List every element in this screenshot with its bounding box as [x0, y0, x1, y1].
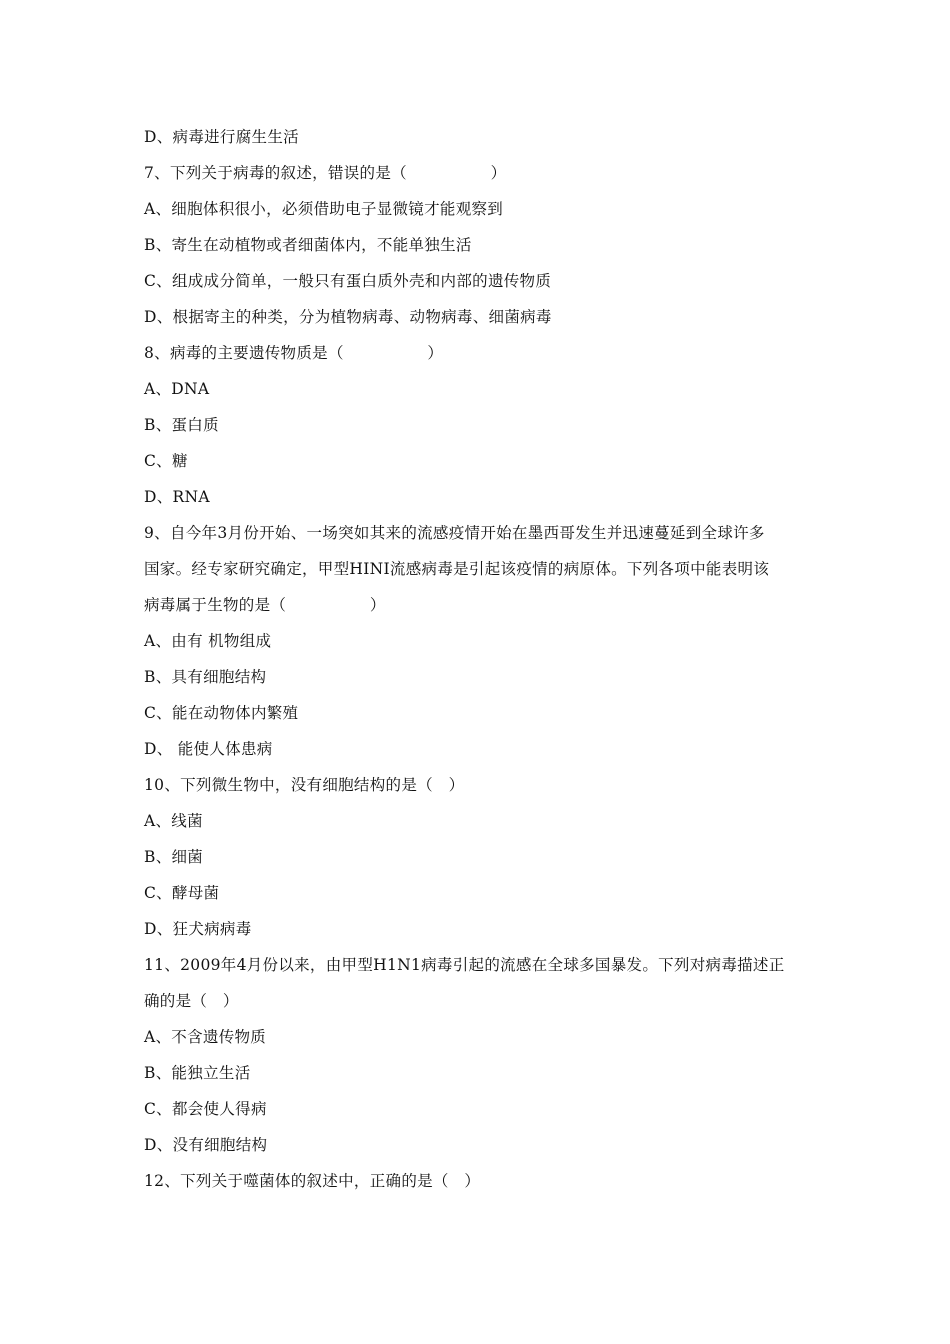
option-8c: C、糖 [144, 452, 188, 470]
question-8: 8、病毒的主要遗传物质是（ ） [144, 344, 444, 362]
option-10a: A、线菌 [144, 812, 203, 830]
question-9-line-3: 病毒属于生物的是（ ） [144, 596, 386, 614]
option-9b: B、具有细胞结构 [144, 668, 267, 686]
option-9a: A、由有 机物组成 [144, 632, 272, 650]
option-11a: A、不含遗传物质 [144, 1028, 267, 1046]
question-9-line-1: 9、自今年3月份开始、一场突如其来的流感疫情开始在墨西哥发生并迅速蔓延到全球许多 [144, 524, 765, 542]
question-12: 12、下列关于噬菌体的叙述中，正确的是（ ） [144, 1172, 481, 1190]
option-7c: C、组成成分简单，一般只有蛋白质外壳和内部的遗传物质 [144, 272, 552, 290]
question-11-line-1: 11、2009年4月份以来，由甲型H1N1病毒引起的流感在全球多国暴发。下列对病毒描述正 [144, 956, 785, 974]
question-9-line-2: 国家。经专家研究确定，甲型HINI流感病毒是引起该疫情的病原体。下列各项中能表明该 [144, 560, 770, 578]
option-9d: D、 能使人体患病 [144, 740, 273, 758]
option-6d: D、病毒进行腐生生活 [144, 128, 299, 146]
option-7a: A、细胞体积很小，必须借助电子显微镜才能观察到 [144, 200, 504, 218]
option-7d: D、根据寄主的种类，分为植物病毒、动物病毒、细菌病毒 [144, 308, 552, 326]
option-10c: C、酵母菌 [144, 884, 220, 902]
option-9c: C、能在动物体内繁殖 [144, 704, 299, 722]
option-10d: D、狂犬病病毒 [144, 920, 252, 938]
question-7: 7、下列关于病毒的叙述，错误的是（ ） [144, 164, 507, 182]
question-11-line-2: 确的是（ ） [144, 992, 239, 1010]
option-11d: D、没有细胞结构 [144, 1136, 268, 1154]
option-8a: A、DNA [144, 380, 210, 398]
option-11b: B、能独立生活 [144, 1064, 251, 1082]
question-10: 10、下列微生物中，没有细胞结构的是（ ） [144, 776, 465, 794]
option-11c: C、都会使人得病 [144, 1100, 267, 1118]
document-page [144, 124, 824, 1204]
option-8d: D、RNA [144, 488, 210, 506]
option-7b: B、寄生在动植物或者细菌体内，不能单独生活 [144, 236, 472, 254]
option-8b: B、蛋白质 [144, 416, 219, 434]
option-10b: B、细菌 [144, 848, 204, 866]
